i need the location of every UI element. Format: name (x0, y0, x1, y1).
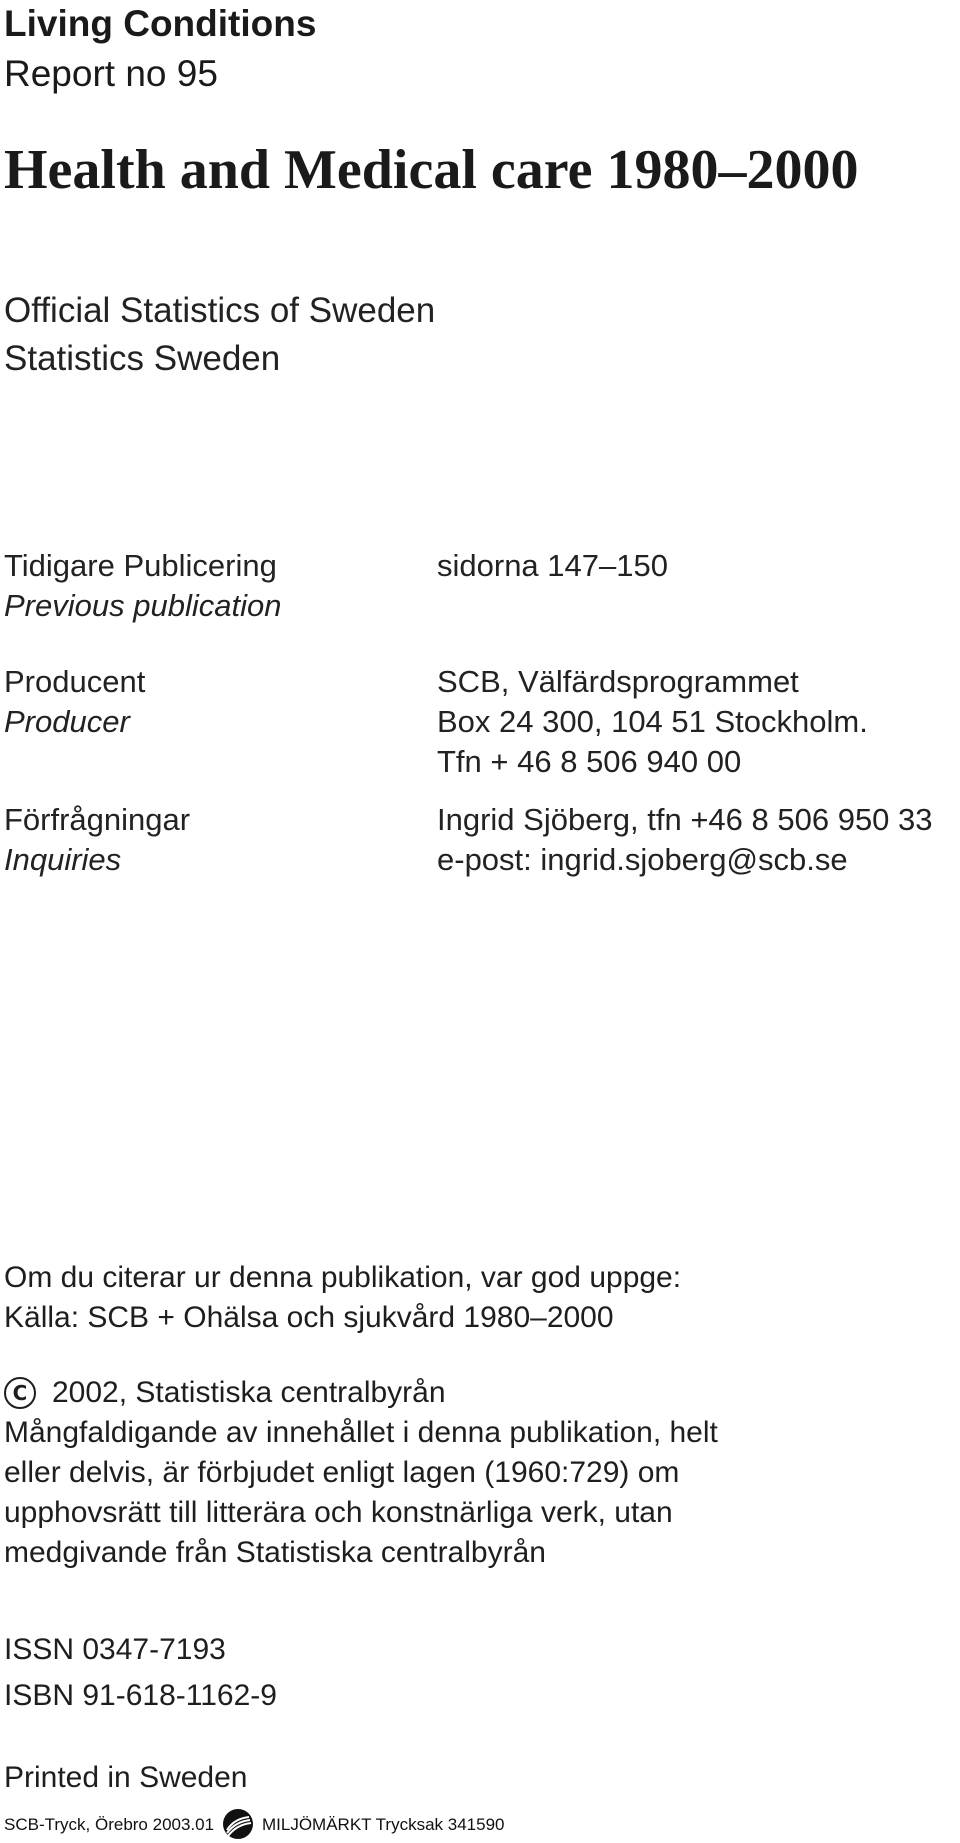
producer-name: SCB, Välfärdsprogrammet (437, 664, 799, 699)
producer-label-sv: Producent (4, 664, 146, 699)
previous-publication-label-en: Previous publication (4, 588, 282, 623)
copyright-text-line: Mångfaldigande av innehållet i denna publikation, helt (4, 1416, 718, 1449)
official-statistics-label: Official Statistics of Sweden (4, 291, 436, 330)
inquiries-label-sv: Förfrågningar (4, 802, 191, 837)
copyright-holder: 2002, Statistiska centralbyrån (52, 1376, 446, 1409)
eco-label-text: MILJÖMÄRKT Trycksak 341590 (262, 1815, 505, 1834)
series-name: Living Conditions (4, 3, 317, 44)
agency-name: Statistics Sweden (4, 339, 281, 378)
inquiries-email: e-post: ingrid.sjoberg@scb.se (437, 842, 848, 877)
printed-in: Printed in Sweden (4, 1761, 248, 1794)
citation-instruction: Om du citerar ur denna publikation, var god uppge: (4, 1261, 682, 1294)
printer-info: SCB-Tryck, Örebro 2003.01 (4, 1815, 215, 1834)
page-title: Health and Medical care 1980–2000 (4, 139, 859, 201)
citation-source: Källa: SCB + Ohälsa och sjukvård 1980–2000 (4, 1301, 614, 1334)
copyright-icon: C (4, 1377, 36, 1409)
copyright-text-line: upphovsrätt till litterära och konstnärliga verk, utan (4, 1496, 673, 1529)
copyright-text-line: eller delvis, är förbjudet enligt lagen (1960:729) om (4, 1456, 680, 1489)
nordic-swan-ecolabel-icon (222, 1808, 254, 1840)
issn: ISSN 0347-7193 (4, 1633, 226, 1666)
report-number: Report no 95 (4, 53, 218, 94)
producer-address: Box 24 300, 104 51 Stockholm. (437, 704, 868, 739)
copyright-text-line: medgivande från Statistiska centralbyrån (4, 1536, 546, 1569)
producer-phone: Tfn + 46 8 506 940 00 (437, 744, 742, 779)
producer-label-en: Producer (4, 704, 130, 739)
previous-publication-value: sidorna 147–150 (437, 548, 668, 583)
previous-publication-label-sv: Tidigare Publicering (4, 548, 277, 583)
inquiries-contact: Ingrid Sjöberg, tfn +46 8 506 950 33 (437, 802, 933, 837)
isbn: ISBN 91-618-1162-9 (4, 1679, 277, 1712)
inquiries-label-en: Inquiries (4, 842, 122, 877)
